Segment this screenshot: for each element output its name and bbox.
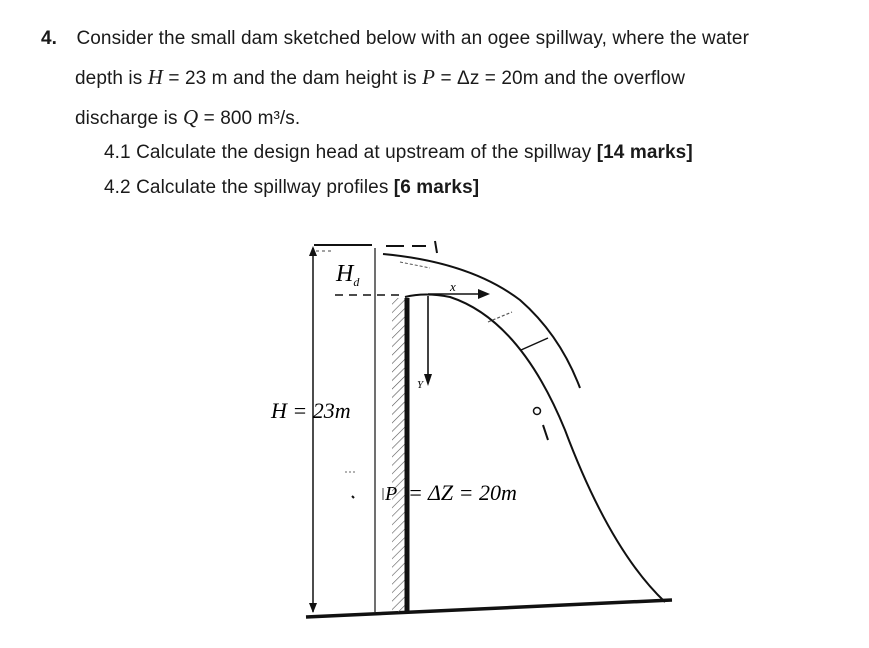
text-fragment: discharge is	[75, 108, 183, 129]
profile-tick	[543, 425, 548, 440]
subquestion-text: 4.2 Calculate the spillway profiles	[104, 177, 394, 198]
label-y: Y	[417, 379, 424, 391]
text-fragment: = 800 m³/s.	[198, 108, 301, 129]
flow-ripple	[400, 262, 430, 268]
nappe-surface	[383, 254, 580, 388]
y-axis-arrow	[424, 374, 432, 386]
sketch-mark	[352, 496, 354, 498]
profile-point-marker	[534, 408, 541, 415]
text-fragment: depth is	[75, 68, 148, 89]
math-Q: Q	[182, 105, 199, 129]
dam-hatching	[392, 298, 406, 612]
label-P: P	[385, 483, 398, 505]
x-axis-arrow	[478, 289, 490, 299]
arrow-head-down	[309, 603, 317, 613]
label-H: H = 23m	[271, 398, 351, 423]
label-Hd: $H_d$	[336, 261, 360, 289]
label-x: x	[450, 279, 456, 294]
subquestion-marks: [14 marks]	[596, 142, 693, 163]
label-delta-z: = ΔZ = 20m	[408, 480, 517, 505]
subquestion-marks: [6 marks]	[393, 177, 480, 198]
spillway-profile	[405, 295, 665, 603]
subquestion-text: 4.1 Calculate the design head at upstream of the spillway	[104, 142, 597, 163]
ground-line	[306, 600, 672, 617]
text-fragment: = Δz = 20m and the overflow	[435, 68, 686, 89]
text-fragment: = 23 m and the dam height is	[163, 68, 423, 89]
water-surface-dash	[435, 241, 437, 253]
arrow-head-up	[309, 246, 317, 256]
math-P: P	[422, 65, 436, 89]
question-text-1: Consider the small dam sketched below with an ogee spillway, where the water	[76, 28, 750, 49]
question-number: 4.	[41, 28, 58, 49]
flow-section-line	[521, 338, 548, 350]
math-H: H	[147, 65, 163, 89]
